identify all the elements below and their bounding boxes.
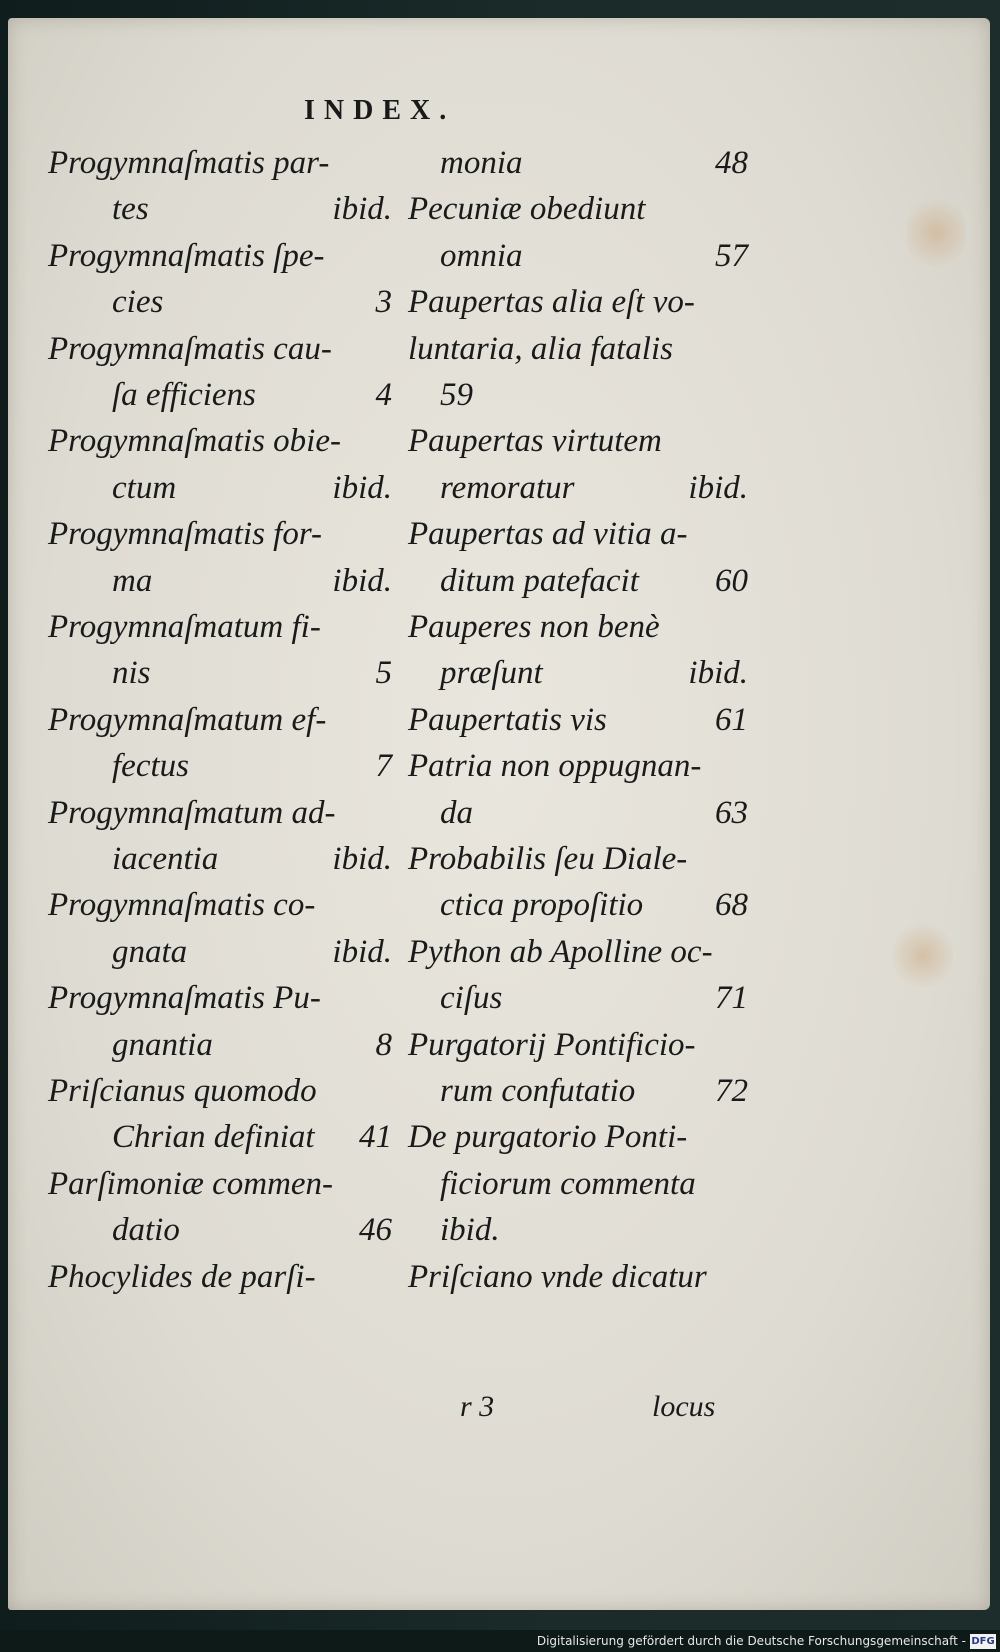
index-entry-page: 71	[715, 980, 748, 1017]
index-entry-text: Paupertatis vis	[408, 701, 607, 738]
index-entry-text: Phocylides de parſi-	[48, 1258, 316, 1295]
index-entry-page: 72	[715, 1073, 748, 1109]
index-entry-text: gnata	[112, 933, 188, 970]
index-entry-text: 59	[440, 377, 473, 413]
index-entry-text: Priſciano vnde dicatur	[408, 1258, 707, 1295]
index-entry-page: 5	[375, 655, 392, 692]
signature-mark: r 3	[460, 1390, 495, 1423]
index-entry-text: Progymnaſmatis for-	[48, 516, 323, 553]
index-entry-page: 46	[359, 1212, 392, 1249]
index-entry-text: nis	[112, 655, 151, 692]
index-entry-text: Parſimoniæ commen-	[48, 1165, 334, 1202]
index-entry-text: ibid.	[440, 1212, 500, 1249]
index-entry-text: Paupertas alia eſt vo-	[408, 284, 695, 321]
index-entry-page: 41	[359, 1119, 392, 1156]
index-entry-text: Progymnaſmatis obie-	[48, 423, 341, 460]
index-entry-text: Progymnaſmatis ſpe-	[48, 237, 325, 274]
index-entry-page: 4	[375, 377, 392, 413]
index-entry-text: tes	[112, 191, 149, 228]
index-entry-text: Pauperes non benè	[408, 609, 660, 645]
dfg-logo: DFG	[971, 1636, 995, 1647]
index-entry-text: Progymnaſmatis cau-	[48, 330, 332, 367]
index-entry-text: Pecuniæ obediunt	[408, 191, 646, 228]
index-entry-page: ibid.	[332, 562, 392, 599]
index-entry-text: Paupertas ad vitia a-	[408, 516, 688, 553]
index-entry-page: ibid.	[688, 469, 748, 506]
index-entry-text: ma	[112, 562, 153, 599]
index-entry-text: Patria non oppugnan-	[408, 748, 702, 785]
index-entry-page: ibid.	[332, 933, 392, 970]
catchword: locus	[652, 1390, 716, 1423]
index-entry-text: præſunt	[440, 655, 543, 692]
index-entry-text: Progymnaſmatis Pu-	[48, 980, 321, 1017]
index-entry-page: 57	[715, 237, 748, 274]
index-entry-text: Chrian definiat	[112, 1119, 315, 1156]
index-entry-page: 60	[715, 562, 748, 599]
index-entry-text: fectus	[112, 748, 189, 785]
index-entry-text: gnantia	[112, 1026, 213, 1063]
index-entry-page: 48	[715, 145, 748, 181]
index-entry-text: cies	[112, 284, 164, 321]
index-entry-page: 8	[375, 1026, 392, 1063]
index-entry-page: 3	[375, 284, 392, 321]
digitization-credit: Digitalisierung gefördert durch die Deutsche Forschungsgemeinschaft -	[536, 1634, 966, 1648]
index-entry-text: Progymnaſmatis co-	[48, 887, 316, 924]
index-entry-text: rum confutatio	[440, 1073, 636, 1109]
index-entry-text: Probabilis ſeu Diale-	[408, 841, 688, 877]
index-entry-text: ciſus	[440, 980, 503, 1017]
index-entry-text: datio	[112, 1212, 180, 1249]
index-entry-text: ctica propoſitio	[440, 887, 644, 924]
paper-stain	[906, 193, 966, 273]
index-entry-page: ibid.	[688, 655, 748, 692]
index-entry-text: remoratur	[440, 469, 575, 506]
index-entry-text: ctum	[112, 469, 177, 506]
index-entry-text: De purgatorio Ponti-	[408, 1119, 688, 1156]
index-entry-page: 63	[715, 794, 748, 831]
index-entry-text: Progymnaſmatum ad-	[48, 794, 336, 831]
index-entry-text: Progymnaſmatum ef-	[48, 701, 327, 738]
index-entry-text: Priſcianus quomodo	[48, 1073, 317, 1109]
index-entry-page: 61	[715, 701, 748, 738]
index-entry-page: ibid.	[332, 191, 392, 228]
index-entry-page: ibid.	[332, 469, 392, 506]
index-entry-text: Progymnaſmatis par-	[48, 145, 330, 181]
index-entry-text: monia	[440, 145, 523, 181]
page-header: INDEX.	[304, 95, 456, 126]
index-entry-text: ficiorum commenta	[440, 1165, 696, 1202]
index-entry-text: Paupertas virtutem	[408, 423, 662, 460]
index-entry-page: ibid.	[332, 841, 392, 877]
index-entry-text: Purgatorij Pontificio-	[408, 1026, 696, 1063]
index-entry-text: ditum patefacit	[440, 562, 639, 599]
index-entry-text: luntaria, alia fatalis	[408, 330, 673, 367]
index-entry-text: ſa efficiens	[112, 377, 256, 413]
index-entry-text: iacentia	[112, 841, 219, 877]
paper-stain	[893, 918, 953, 993]
index-entry-text: Progymnaſmatum fi-	[48, 609, 321, 645]
index-entry-page: 7	[375, 748, 392, 785]
index-entry-text: Python ab Apolline oc-	[408, 933, 713, 970]
index-entry-page: 68	[715, 887, 748, 924]
index-entry-text: da	[440, 794, 473, 831]
index-entry-text: omnia	[440, 237, 523, 274]
